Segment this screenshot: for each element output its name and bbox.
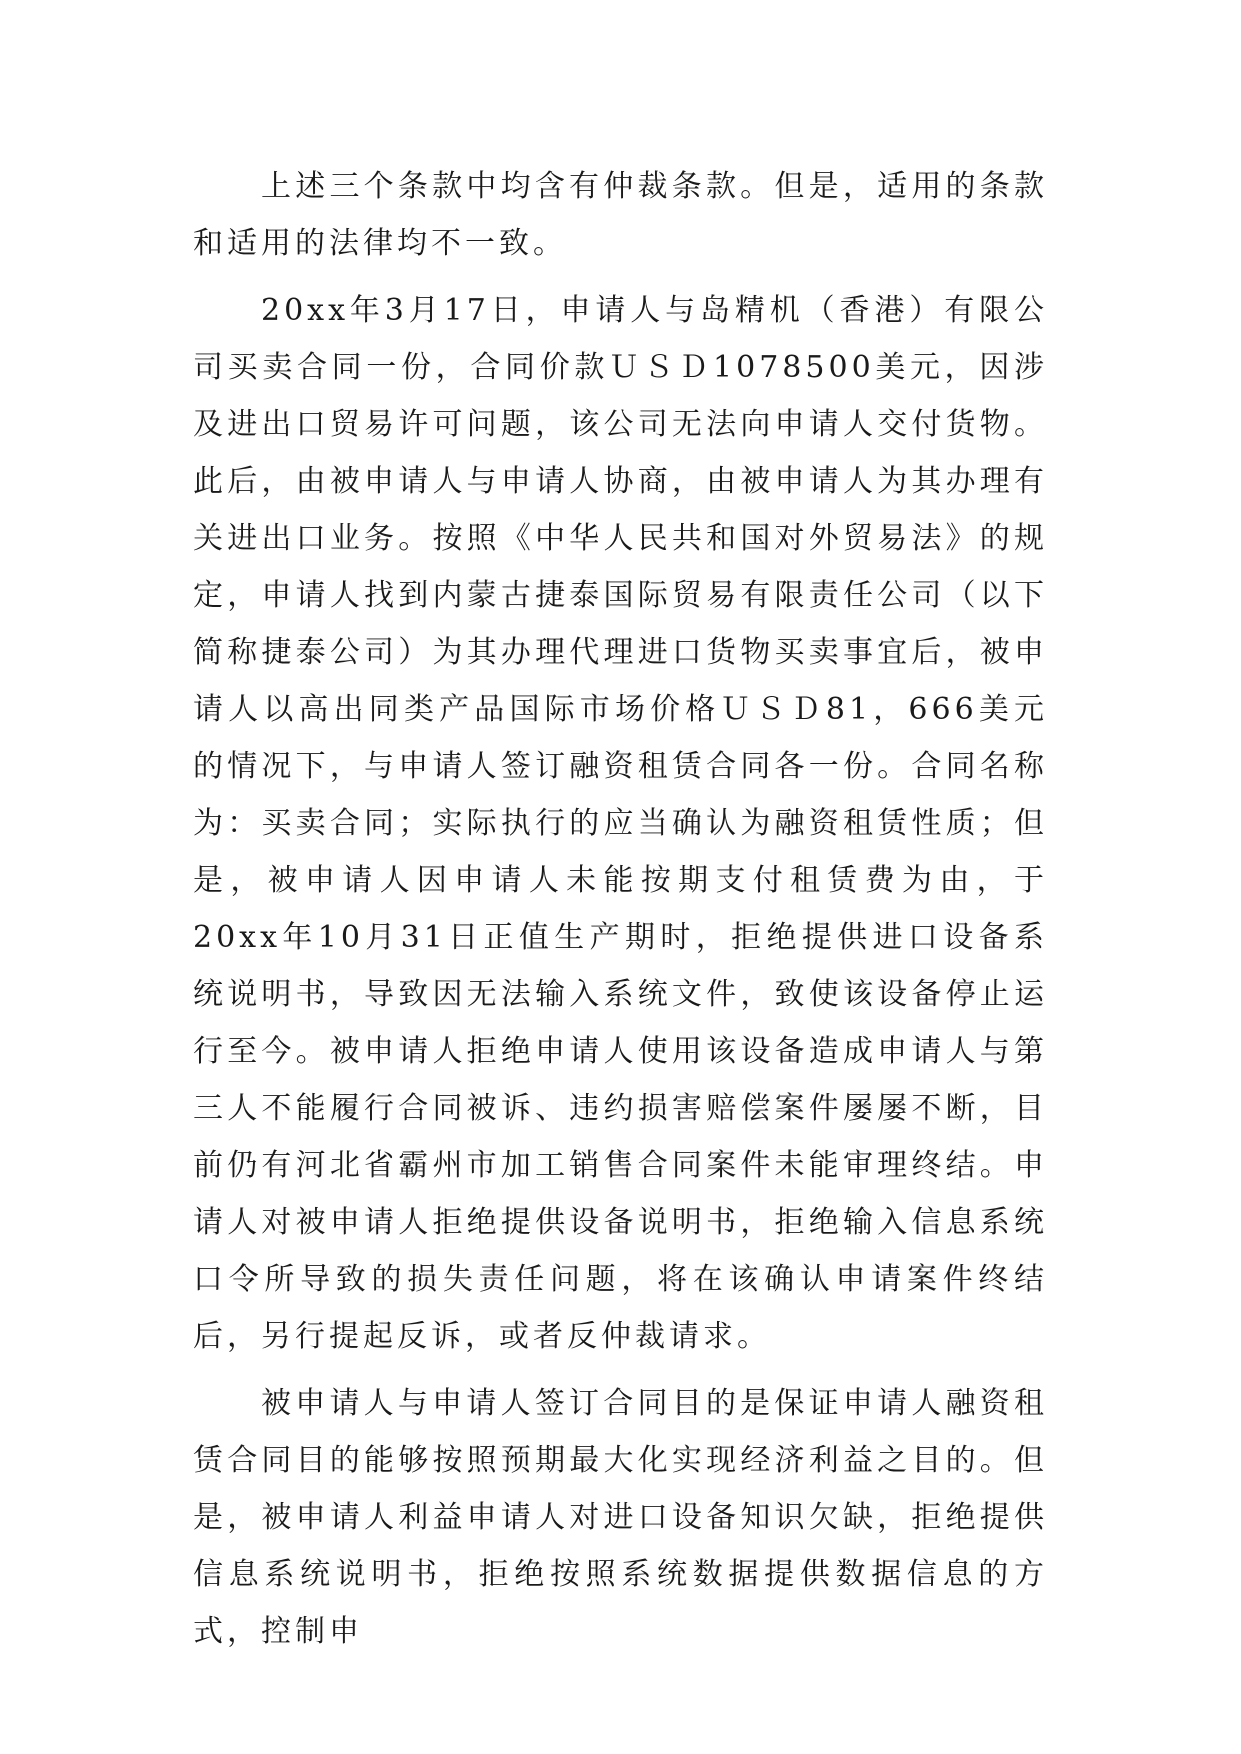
document-body — [193, 158, 1048, 1670]
paragraph-contract-purpose: 被申请人与申请人签订合同目的是保证申请人融资租赁合同目的能够按照预期最大化实现经济利益之目的。但是，被申请人利益申请人对进口设备知识欠缺，拒绝提供信息系统说明书，拒绝按照系统数据提供数据信息的方式，控制申 — [193, 1386, 1048, 1649]
paragraph-arbitration-clauses: 上述三个条款中均含有仲裁条款。但是，适用的条款和适用的法律均不一致。 — [193, 169, 1048, 261]
paragraph-contract-background: 20xx年3月17日，申请人与岛精机（香港）有限公司买卖合同一份，合同价款ＵＳＤ1078500美元，因涉及进出口贸易许可问题，该公司无法向申请人交付货物。此后，由被申请人与申请人协商，由被申请人为其办理有关进出口业务。按照《中华人民共和国对外贸易法》的规定，申请人找到内蒙古捷泰国际贸易有限责任公司（以下简称捷泰公司）为其办理代理进口货物买卖事宜后，被申请人以高出同类产品国际市场价格ＵＳＤ81，666美元的情况下，与申请人签订融资租赁合同各一份。合同名称为：买卖合同；实际执行的应当确认为融资租赁性质；但是，被申请人因申请人未能按期支付租赁费为由，于20xx年10月31日正值生产期时，拒绝提供进口设备系统说明书，导致因无法输入系统文件，致使该设备停止运行至今。被申请人拒绝申请人使用该设备造成申请人与第三人不能履行合同被诉、违约损害赔偿案件屡屡不断，目前仍有河北省霸州市加工销售合同案件未能审理终结。申请人对被申请人拒绝提供设备说明书，拒绝输入信息系统口令所导致的损失责任问题，将在该确认申请案件终结后，另行提起反诉，或者反仲裁请求。 — [193, 293, 1048, 1354]
